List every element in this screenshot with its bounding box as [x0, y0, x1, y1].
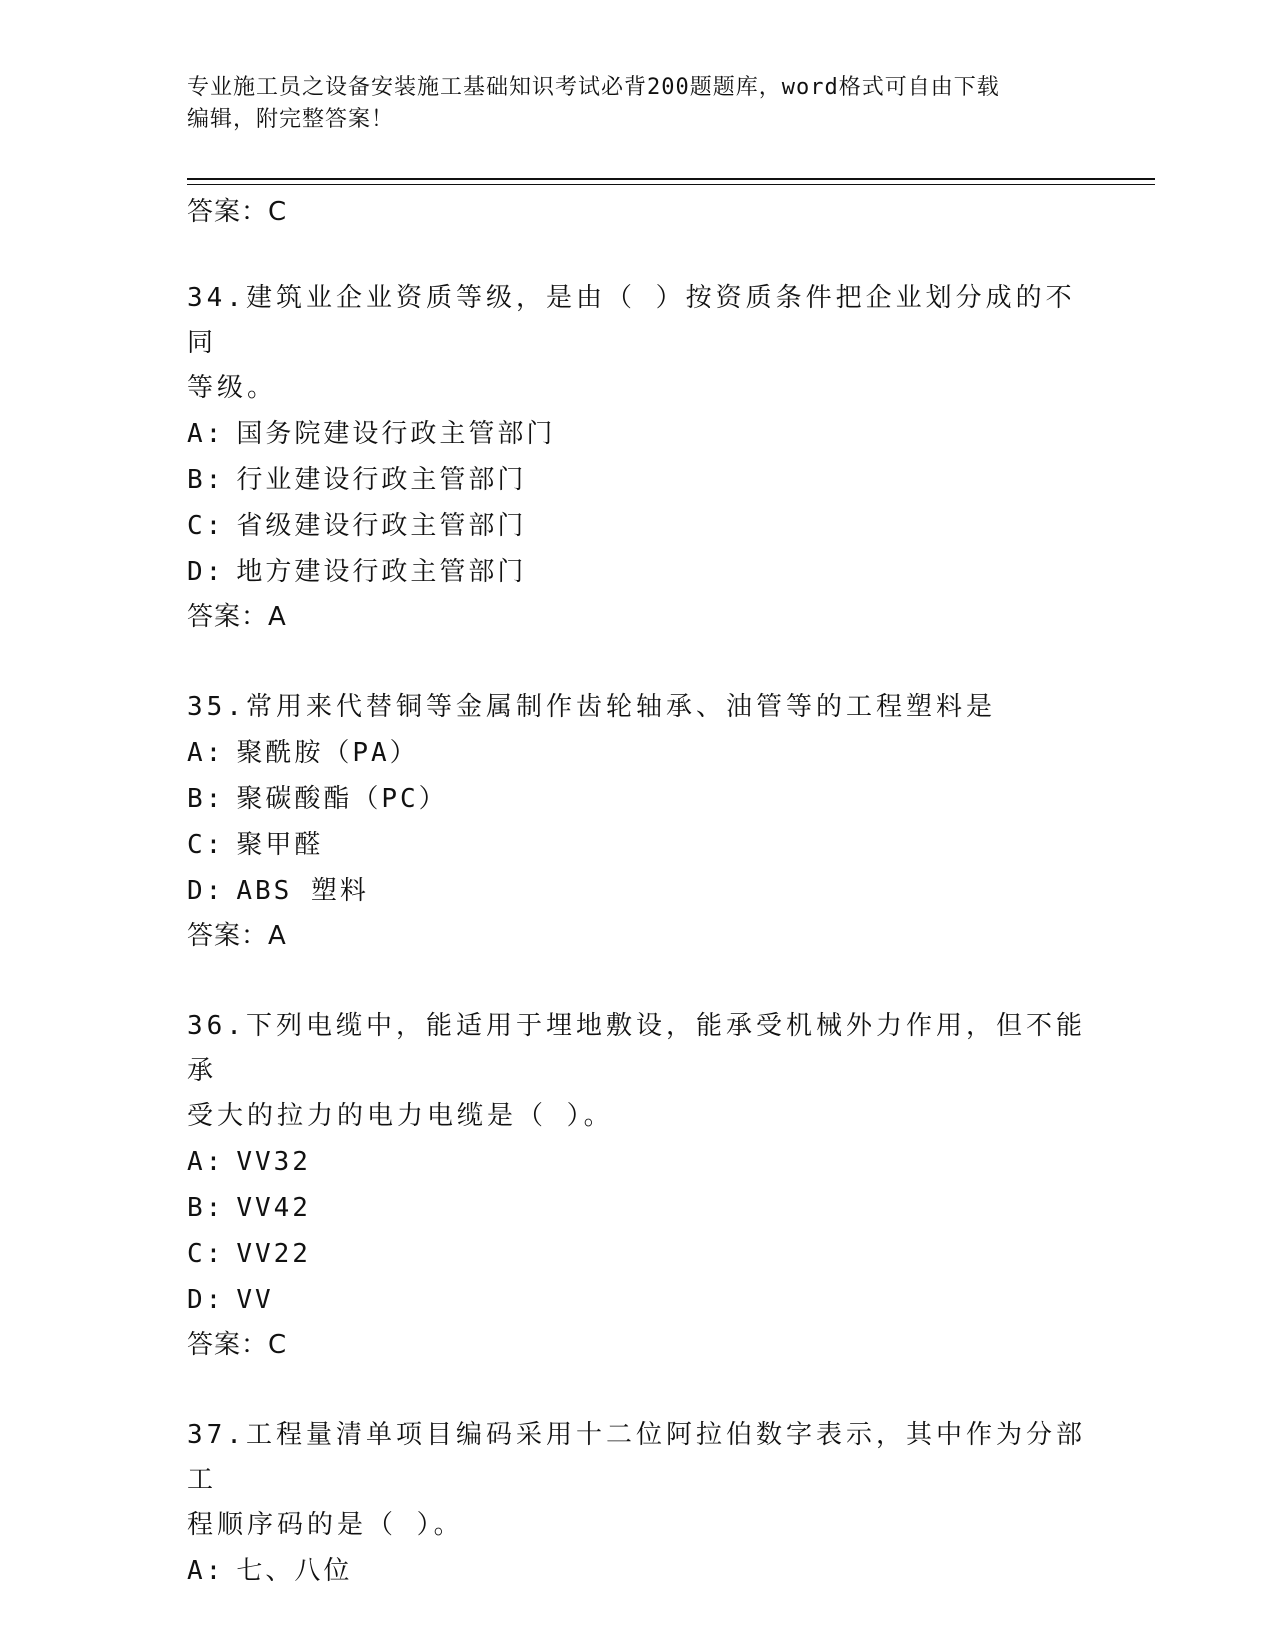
option-letter: B: — [187, 784, 225, 814]
option-letter: C: — [187, 511, 225, 541]
option-text: VV — [236, 1285, 274, 1315]
option-text: 地方建设行政主管部门 — [236, 557, 527, 587]
question-line: 37.工程量清单项目编码采用十二位阿拉伯数字表示，其中作为分部工 — [187, 1420, 1086, 1495]
option-letter: D: — [187, 876, 225, 906]
question-line: 等级。 — [187, 373, 278, 403]
option-text: VV32 — [236, 1147, 311, 1177]
question-block — [187, 1004, 1087, 1367]
option-item — [187, 776, 1087, 822]
option-item — [187, 1277, 1087, 1323]
option-letter: C: — [187, 1239, 225, 1269]
option-letter: A: — [187, 738, 225, 768]
answer-line: 答案：A — [187, 921, 287, 951]
question-line: 34.建筑业企业资质等级，是由（ ）按资质条件把企业划分成的不同 — [187, 283, 1076, 358]
question-line: 受大的拉力的电力电缆是（ ）。 — [187, 1101, 614, 1131]
question-line: 程顺序码的是（ ）。 — [187, 1510, 464, 1540]
page-header — [187, 72, 1077, 136]
option-item — [187, 457, 1087, 503]
question-block — [187, 276, 1087, 639]
question-block — [187, 1413, 1087, 1594]
option-text: 国务院建设行政主管部门 — [236, 419, 556, 449]
option-text: VV42 — [236, 1193, 311, 1223]
option-text: 聚酰胺（PA） — [236, 738, 419, 768]
option-item — [187, 503, 1087, 549]
header-divider-thick — [187, 178, 1155, 180]
question-line: 36.下列电缆中，能适用于埋地敷设，能承受机械外力作用，但不能承 — [187, 1011, 1086, 1086]
option-letter: C: — [187, 830, 225, 860]
option-letter: B: — [187, 465, 225, 495]
question-text — [187, 1004, 1087, 1139]
option-text: 行业建设行政主管部门 — [236, 465, 527, 495]
question-text — [187, 685, 1087, 730]
option-letter: D: — [187, 557, 225, 587]
question-text — [187, 1413, 1087, 1548]
option-text: 聚碳酸酯（PC） — [236, 784, 448, 814]
option-text: VV22 — [236, 1239, 311, 1269]
answer-line: 答案：A — [187, 602, 287, 632]
option-letter: A: — [187, 1556, 225, 1586]
option-item — [187, 822, 1087, 868]
option-text: 聚甲醛 — [236, 830, 324, 860]
option-item — [187, 411, 1087, 457]
question-text — [187, 276, 1087, 411]
option-letter: A: — [187, 419, 225, 449]
option-letter: B: — [187, 1193, 225, 1223]
option-item — [187, 730, 1087, 776]
option-item — [187, 1231, 1087, 1277]
question-line: 35.常用来代替铜等金属制作齿轮轴承、油管等的工程塑料是 — [187, 692, 996, 722]
document-body — [187, 190, 1087, 1594]
option-letter: A: — [187, 1147, 225, 1177]
option-text: ABS 塑料 — [236, 876, 369, 906]
header-title-line1: 专业施工员之设备安装施工基础知识考试必背200题题库，word格式可自由下载 — [187, 75, 1000, 100]
option-text: 七、八位 — [236, 1556, 353, 1586]
option-letter: D: — [187, 1285, 225, 1315]
header-divider-thin — [187, 184, 1155, 185]
option-text: 省级建设行政主管部门 — [236, 511, 527, 541]
option-item — [187, 1548, 1087, 1594]
option-item — [187, 1185, 1087, 1231]
option-item — [187, 1139, 1087, 1185]
answer-line: 答案：C — [187, 197, 288, 227]
option-item — [187, 868, 1087, 914]
option-item — [187, 549, 1087, 595]
question-block — [187, 685, 1087, 958]
header-title-line2: 编辑，附完整答案！ — [187, 107, 395, 132]
answer-line: 答案：C — [187, 1330, 288, 1360]
